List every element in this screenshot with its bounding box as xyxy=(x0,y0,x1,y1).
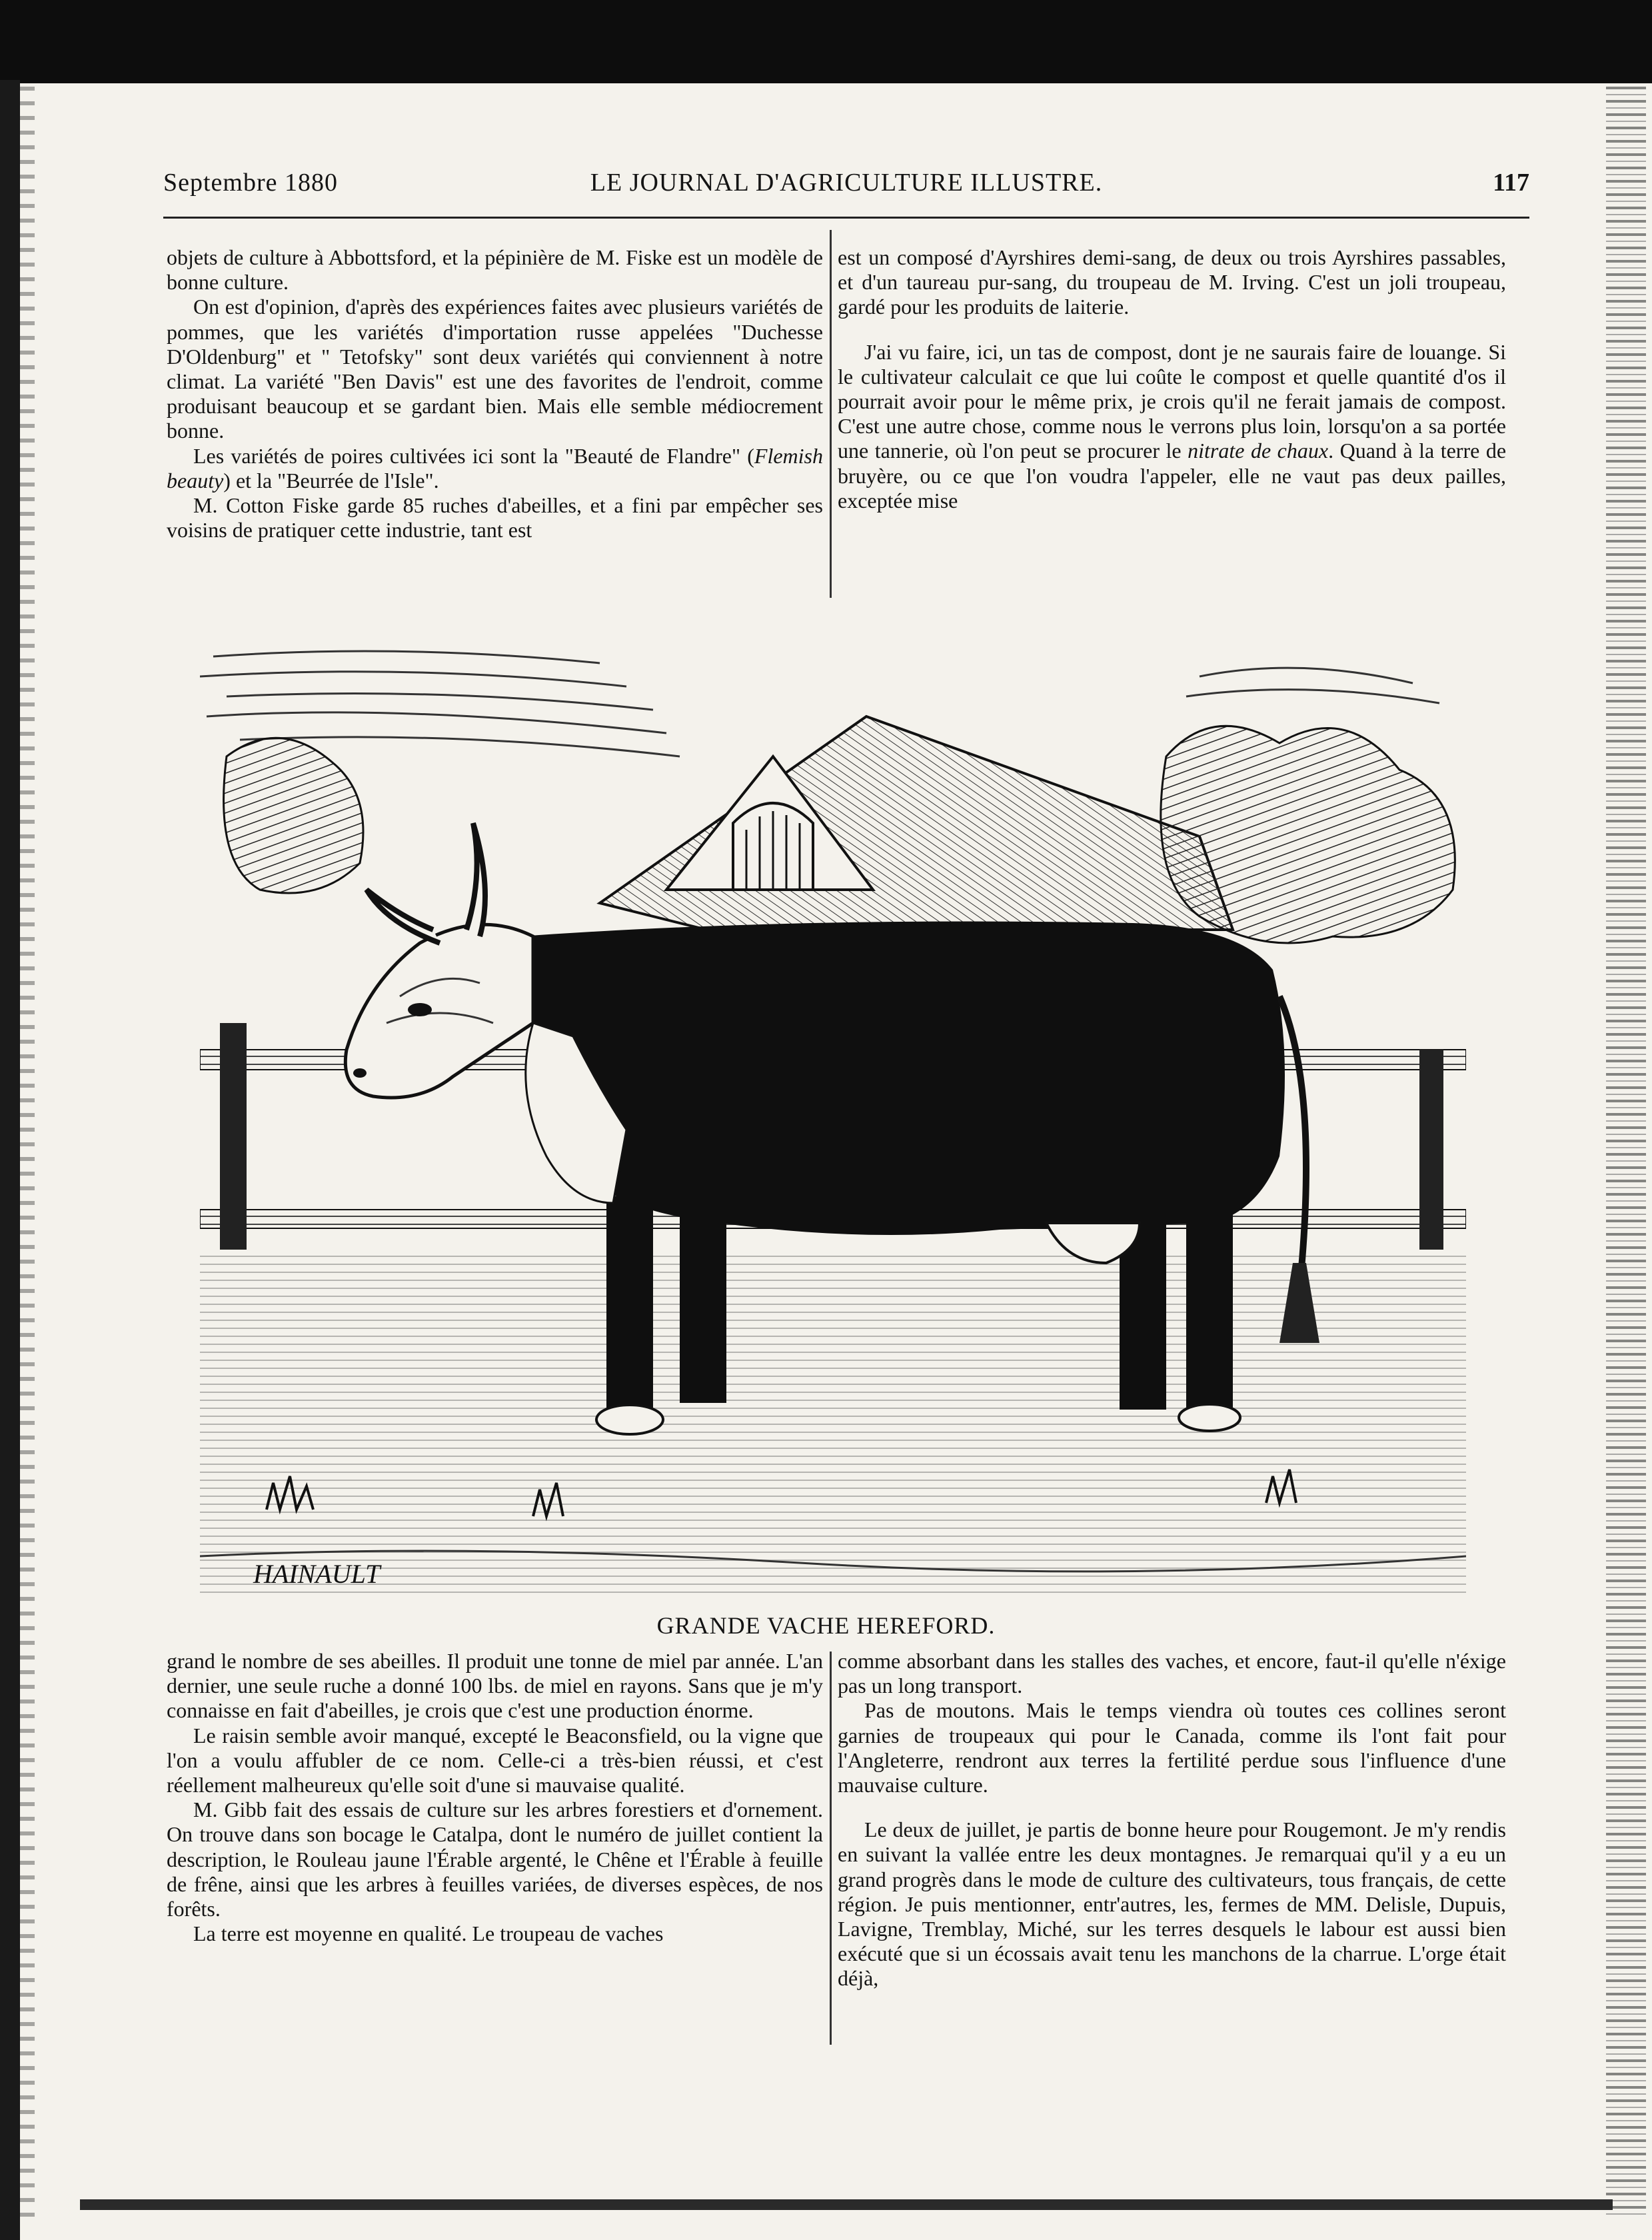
paragraph: On est d'opinion, d'après des expériences faites avec plusieurs variétés de pommes, que les variétés d'importation russe appelées "Duchesse D'Oldenburg" et " Tetofsky" sont deux variétés qui conviennent à notre climat. La variété "Ben Davis" est une des favorites de l'endroit, comme produisant beaucoup et se gardant bien. Mais elle semble médiocrement bonne. xyxy=(167,295,823,443)
paragraph xyxy=(838,340,1506,513)
scan-right-noise xyxy=(1606,87,1646,2219)
column-bottom-left xyxy=(167,1649,823,1946)
paragraph: Le deux de juillet, je partis de bonne heure pour Rougemont. Je m'y rendis en suivant la vallée entre les deux montagnes. Je remarquai qu'il y a eu un grand progrès dans le mode de culture des cultivateurs, tous français, de cette région. Je puis mentionner, entr'autres, les, fermes de MM. Delisle, Dupuis, Lavigne, Tremblay, Miché, sur les terres desquels le labour est aussi bien exécuté que si un écossais avait tenu les manchons de la charrue. L'orge était déjà, xyxy=(838,1817,1506,1991)
text-run: J'ai vu faire, ici, un tas de compost, dont je ne saurais faire de louange. Si le cultivateur calculait ce que lui coûte le compost et quelle quantité d'os il pourrait avoir pour le même prix, je crois qu'il ne ferait jamais de compost. C'est une autre chose, comme nous le verrons plus loin, lorsqu'on a sa portée une tannerie, où l'on peut se procurer le xyxy=(838,339,1506,463)
paragraph xyxy=(167,444,823,493)
paragraph: Pas de moutons. Mais le temps viendra où toutes ces collines seront garnies de troupeaux qui pour le Canada, comme ils l'ont fait pour l'Angleterre, rendront aux terres la fertilité perdue sous l'influence d'une mauvaise culture. xyxy=(838,1698,1506,1797)
journal-title: LE JOURNAL D'AGRICULTURE ILLUSTRE. xyxy=(590,169,1103,197)
engraver-signature: HAINAULT xyxy=(253,1559,381,1589)
column-divider xyxy=(830,1652,832,2045)
scan-bottom-border xyxy=(80,2199,1613,2210)
italic-term: nitrate de chaux xyxy=(1188,439,1329,463)
paragraph: grand le nombre de ses abeilles. Il produit une tonne de miel par année. L'an dernier, une seule ruche a donné 100 lbs. de miel en rayons. Sans que je m'y connaisse en fait d'abeilles, je crois que c'est une production énorme. xyxy=(167,1649,823,1723)
scan-top-border xyxy=(0,0,1652,83)
paragraph: M. Gibb fait des essais de culture sur les arbres forestiers et d'ornement. On trouve dans son bocage le Catalpa, dont le numéro de juillet contient la description, le Rouleau jaune l'Érable argenté, le Chêne et l'Érable à feuille de frêne, ainsi que les arbres à feuilles variées, de diverses espèces, de nos forêts. xyxy=(167,1797,823,1921)
column-bottom-right xyxy=(838,1649,1506,1991)
page-number: 117 xyxy=(1493,169,1529,197)
column-top-right xyxy=(838,245,1506,513)
header-rule xyxy=(163,217,1529,219)
text-run: ) et la "Beurrée de l'Isle". xyxy=(223,468,439,493)
header-date: Septembre 1880 xyxy=(163,169,339,197)
scan-left-border xyxy=(0,80,20,2240)
paragraph: Le raisin semble avoir manqué, excepté le Beaconsfield, ou la vigne que l'on a voulu affubler de ce nom. Celle-ci a très-bien réussi, et c'est réellement malheureux qu'elle soit d'une si mauvaise qualité. xyxy=(167,1723,823,1797)
paragraph: M. Cotton Fiske garde 85 ruches d'abeilles, et a fini par empêcher ses voisins de pratiquer cette industrie, tant est xyxy=(167,493,823,543)
scan-left-noise xyxy=(20,87,35,2219)
paragraph: La terre est moyenne en qualité. Le troupeau de vaches xyxy=(193,1921,664,1946)
paragraph: comme absorbant dans les stalles des vaches, et encore, faut-il qu'elle n'éxige pas un long transport. xyxy=(838,1649,1506,1698)
text-run: . Quand à la terre de bruyère, ou ce que l'on voudra l'appeler, elle ne vaut pas deux pailles, exceptée mise xyxy=(838,439,1507,513)
paragraph: objets de culture à Abbottsford, et la pépinière de M. Fiske est un modèle de bonne culture. xyxy=(167,245,823,295)
running-header xyxy=(163,168,1529,208)
figure-caption: GRANDE VACHE HEREFORD. xyxy=(656,1612,996,1639)
column-top-left xyxy=(167,245,823,543)
text-run: Les variétés de poires cultivées ici sont la "Beauté de Flandre" ( xyxy=(193,443,754,468)
hereford-cow-engraving xyxy=(200,623,1466,1596)
paragraph: est un composé d'Ayrshires demi-sang, de deux ou trois Ayrshires passables, et d'un taureau pur-sang, du troupeau de M. Irving. C'est un joli troupeau, gardé pour les produits de laiterie. xyxy=(838,245,1506,319)
italic-term: Flemish beauty xyxy=(167,443,823,493)
column-divider xyxy=(830,230,832,598)
